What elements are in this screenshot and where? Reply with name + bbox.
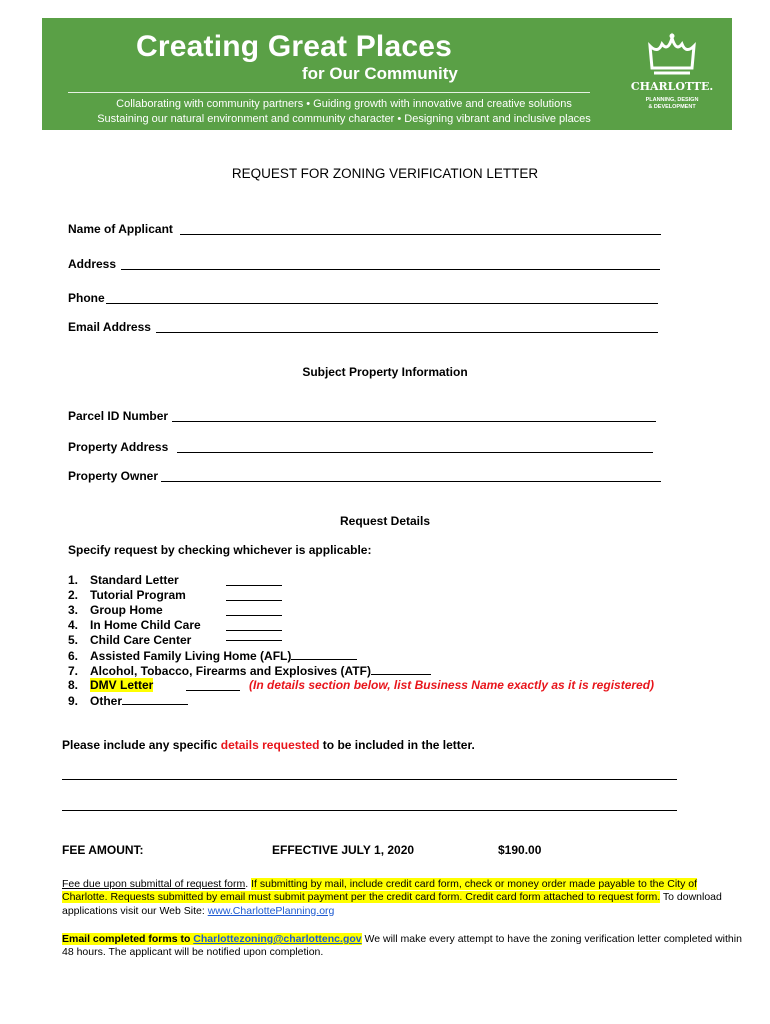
website-link[interactable]: www.CharlottePlanning.org (207, 904, 335, 917)
payment-notes: Fee due upon submittal of request form. If submitting by mail, include credit card form, check or money order made payable to the City of Charlotte. Requests submitted by email must submit payment per the credit card form. Credit card form attached to request form. To download applications visit our Web Site: www.CharlottePlanning.org (62, 878, 722, 917)
list-item: 7. Alcohol, Tobacco, Firearms and Explosives (ATF) (68, 663, 431, 678)
dmv-note: (In details section below, list Business Name exactly as it is registered) (249, 678, 655, 692)
property-owner-label: Property Owner (68, 469, 159, 483)
applicant-phone-label: Phone (68, 291, 105, 305)
email-link[interactable]: Charlottezoning@charlottenc.gov (193, 933, 362, 945)
logo-department: PLANNING, DESIGN & DEVELOPMENT (645, 97, 699, 110)
property-address-field[interactable] (177, 452, 653, 453)
list-item: 2. Tutorial Program (68, 588, 431, 603)
details-instruction: Please include any specific details requested to be included in the letter. (62, 738, 475, 752)
group-home-check[interactable] (226, 604, 282, 616)
details-line-2[interactable] (62, 810, 677, 811)
crown-logo-icon (644, 32, 700, 78)
form-title: REQUEST FOR ZONING VERIFICATION LETTER (231, 166, 539, 181)
request-options-list (68, 573, 655, 708)
fee-label: FEE AMOUNT: (62, 843, 144, 857)
list-item: 5. Child Care Center (68, 633, 431, 648)
applicant-email-label: Email Address (68, 320, 151, 334)
applicant-name-label: Name of Applicant (68, 222, 173, 236)
standard-letter-check[interactable] (226, 574, 282, 586)
tutorial-program-check[interactable] (226, 589, 282, 601)
atf-check[interactable] (371, 663, 431, 675)
banner-tagline-2: Sustaining our natural environment and community character • Designing vibrant and inclusive places (97, 113, 591, 125)
parcel-id-field[interactable] (172, 421, 656, 422)
banner-tagline-1: Collaborating with community partners • Guiding growth with innovative and creative solutions (116, 98, 572, 110)
request-section-heading: Request Details (339, 514, 431, 528)
dmv-letter-check[interactable] (186, 679, 240, 691)
header-banner (42, 18, 732, 130)
applicant-name-field[interactable] (180, 234, 661, 235)
child-care-center-check[interactable] (226, 629, 282, 641)
banner-divider (68, 92, 590, 93)
applicant-email-field[interactable] (156, 332, 658, 333)
applicant-phone-field[interactable] (106, 303, 658, 304)
list-item: 8. DMV Letter (In details section below, list Business Name exactly as it is registered) (68, 678, 655, 692)
list-item: 3. Group Home (68, 603, 431, 618)
list-item: 6. Assisted Family Living Home (AFL) (68, 648, 431, 663)
list-item: 9. Other (68, 693, 431, 708)
list-item: 1. Standard Letter (68, 573, 431, 588)
fee-amount: $190.00 (498, 843, 542, 857)
other-field[interactable] (122, 693, 188, 705)
request-instruction: Specify request by checking whichever is applicable: (68, 543, 372, 557)
list-item: 4. In Home Child Care (68, 618, 431, 633)
property-section-heading: Subject Property Information (302, 365, 468, 379)
dmv-letter-label: DMV Letter (90, 678, 154, 692)
parcel-id-label: Parcel ID Number (68, 409, 169, 423)
email-instructions: Email completed forms to Charlottezoning@charlottenc.gov We will make every attempt to have the zoning verification letter completed within 48 hours. The applicant will be notified upon completion. (62, 933, 742, 959)
property-address-label: Property Address (68, 440, 169, 454)
applicant-address-label: Address (68, 257, 117, 271)
applicant-address-field[interactable] (121, 269, 660, 270)
afl-check[interactable] (291, 648, 357, 660)
details-line-1[interactable] (62, 779, 677, 780)
fee-effective-date: EFFECTIVE JULY 1, 2020 (272, 843, 415, 857)
property-owner-field[interactable] (161, 481, 661, 482)
logo-wordmark: CHARLOTTE. (630, 80, 714, 93)
banner-title: Creating Great Places (136, 30, 453, 63)
banner-subtitle: for Our Community (302, 64, 458, 83)
